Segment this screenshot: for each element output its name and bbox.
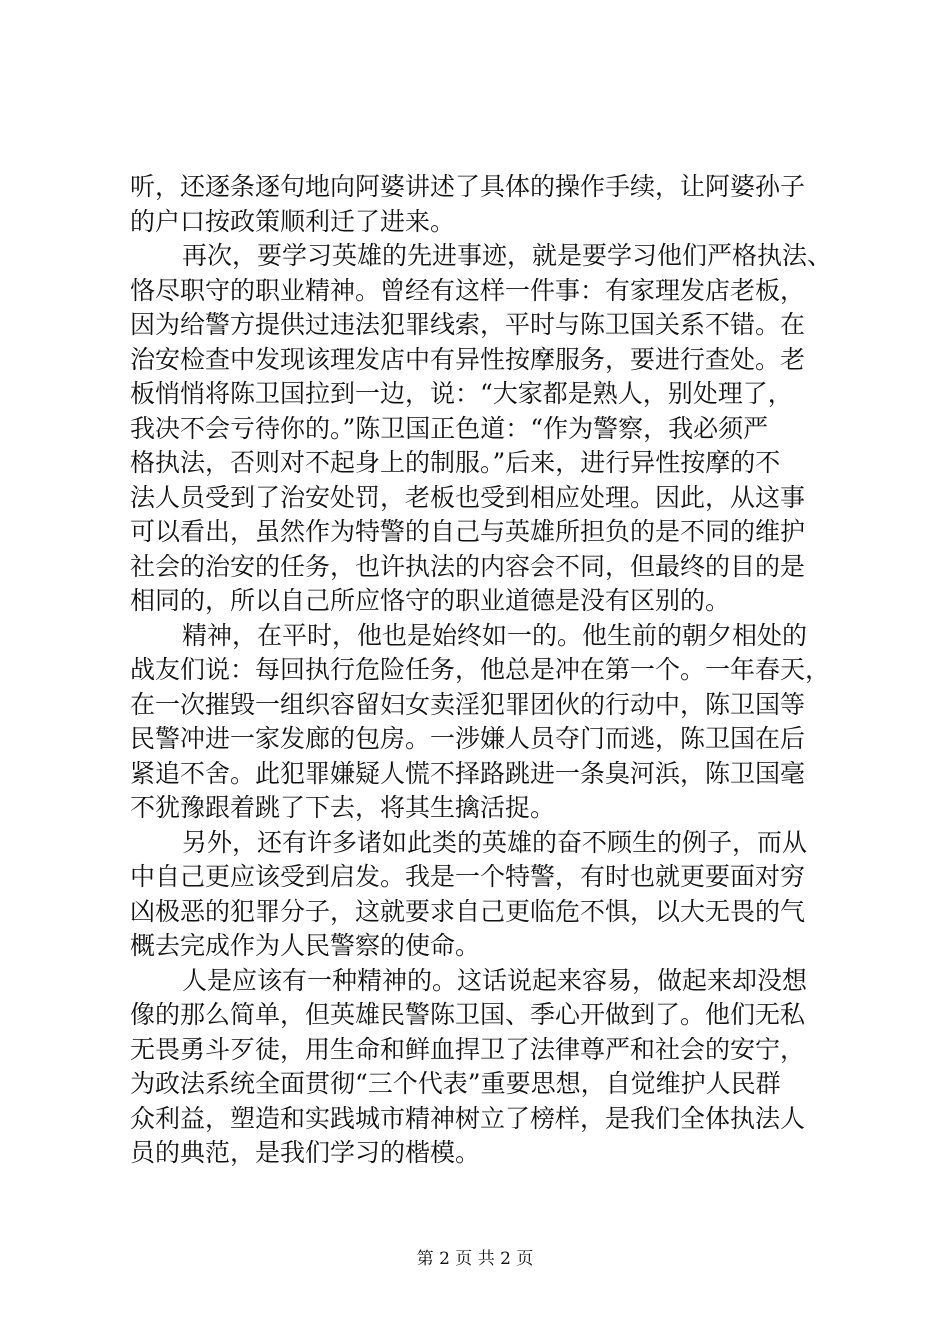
document-body	[130, 170, 833, 1171]
text-line: 社会的治安的任务，也许执法的内容会不同，但最终的目的是	[130, 551, 806, 581]
paragraph-first-line: 精神，在平时，他也是始终如一的。他生前的朝夕相处的	[182, 620, 808, 650]
text-line: 紧追不舍。此犯罪嫌疑人慌不择路跳进一条臭河浜，陈卫国毫	[130, 758, 806, 788]
text-line: 相同的，所以自己所应恪守的职业道德是没有区别的。	[130, 586, 731, 615]
text-line: 无畏勇斗歹徒，用生命和鲜血捍卫了法律尊严和社会的安宁，	[130, 1034, 806, 1064]
text-line: 因为给警方提供过违法犯罪线索，平时与陈卫国关系不错。在	[130, 310, 806, 339]
text-line: 员的典范，是我们学习的楷模。	[130, 1138, 481, 1167]
text-line: 众利益，塑造和实践城市精神树立了榜样，是我们全体执法人	[130, 1103, 806, 1133]
paragraph-first-line: 人是应该有一种精神的。这话说起来容易，做起来却没想	[182, 965, 808, 995]
text-line: 像的那么简单，但英雄民警陈卫国、季心开做到了。他们无私	[130, 1000, 806, 1029]
text-line: 不犹豫跟着跳了下去，将其生擒活捉。	[130, 793, 556, 822]
text-line: 我决不会亏待你的。”陈卫国正色道：“作为警察，我必须严	[130, 413, 769, 443]
text-line: 在一次摧毁一组织容留妇女卖淫犯罪团伙的行动中，陈卫国等	[130, 689, 806, 719]
text-line: 民警冲进一家发廊的包房。一涉嫌人员夺门而逃，陈卫国在后	[130, 724, 806, 753]
text-line: 凶极恶的犯罪分子，这就要求自己更临危不惧，以大无畏的气	[130, 896, 806, 926]
text-line: 战友们说：每回执行危险任务，他总是冲在第一个。一年春天，	[130, 655, 831, 684]
page-footer: 第 2 页 共 2 页	[416, 1249, 534, 1269]
text-line: 治安检查中发现该理发店中有异性按摩服务，要进行查处。老	[130, 344, 806, 374]
text-line: 概去完成作为人民警察的使命。	[130, 931, 481, 960]
text-line: 中自己更应该受到启发。我是一个特警，有时也就更要面对穷	[130, 862, 806, 891]
paragraph-first-line: 再次，要学习英雄的先进事迹，就是要学习他们严格执法、	[182, 241, 833, 270]
paragraph-first-line: 另外，还有许多诸如此类的英雄的奋不顾生的例子，而从	[182, 827, 808, 857]
text-line: 格执法，否则对不起身上的制服。”后来，进行异性按摩的不	[130, 448, 781, 477]
text-line: 恪尽职守的职业精神。曾经有这样一件事：有家理发店老板，	[130, 275, 806, 305]
text-line: 为政法系统全面贯彻“三个代表”重要思想，自觉维护人民群	[130, 1069, 781, 1098]
text-line: 的户口按政策顺利迁了进来。	[130, 206, 456, 236]
text-line: 听，还逐条逐句地向阿婆讲述了具体的操作手续，让阿婆孙子	[130, 172, 806, 201]
text-line: 板悄悄将陈卫国拉到一边，说：“大家都是熟人，别处理了，	[130, 379, 793, 408]
text-line: 法人员受到了治安处罚，老板也受到相应处理。因此，从这事	[130, 482, 806, 512]
text-line: 可以看出，虽然作为特警的自己与英雄所担负的是不同的维护	[130, 517, 806, 546]
